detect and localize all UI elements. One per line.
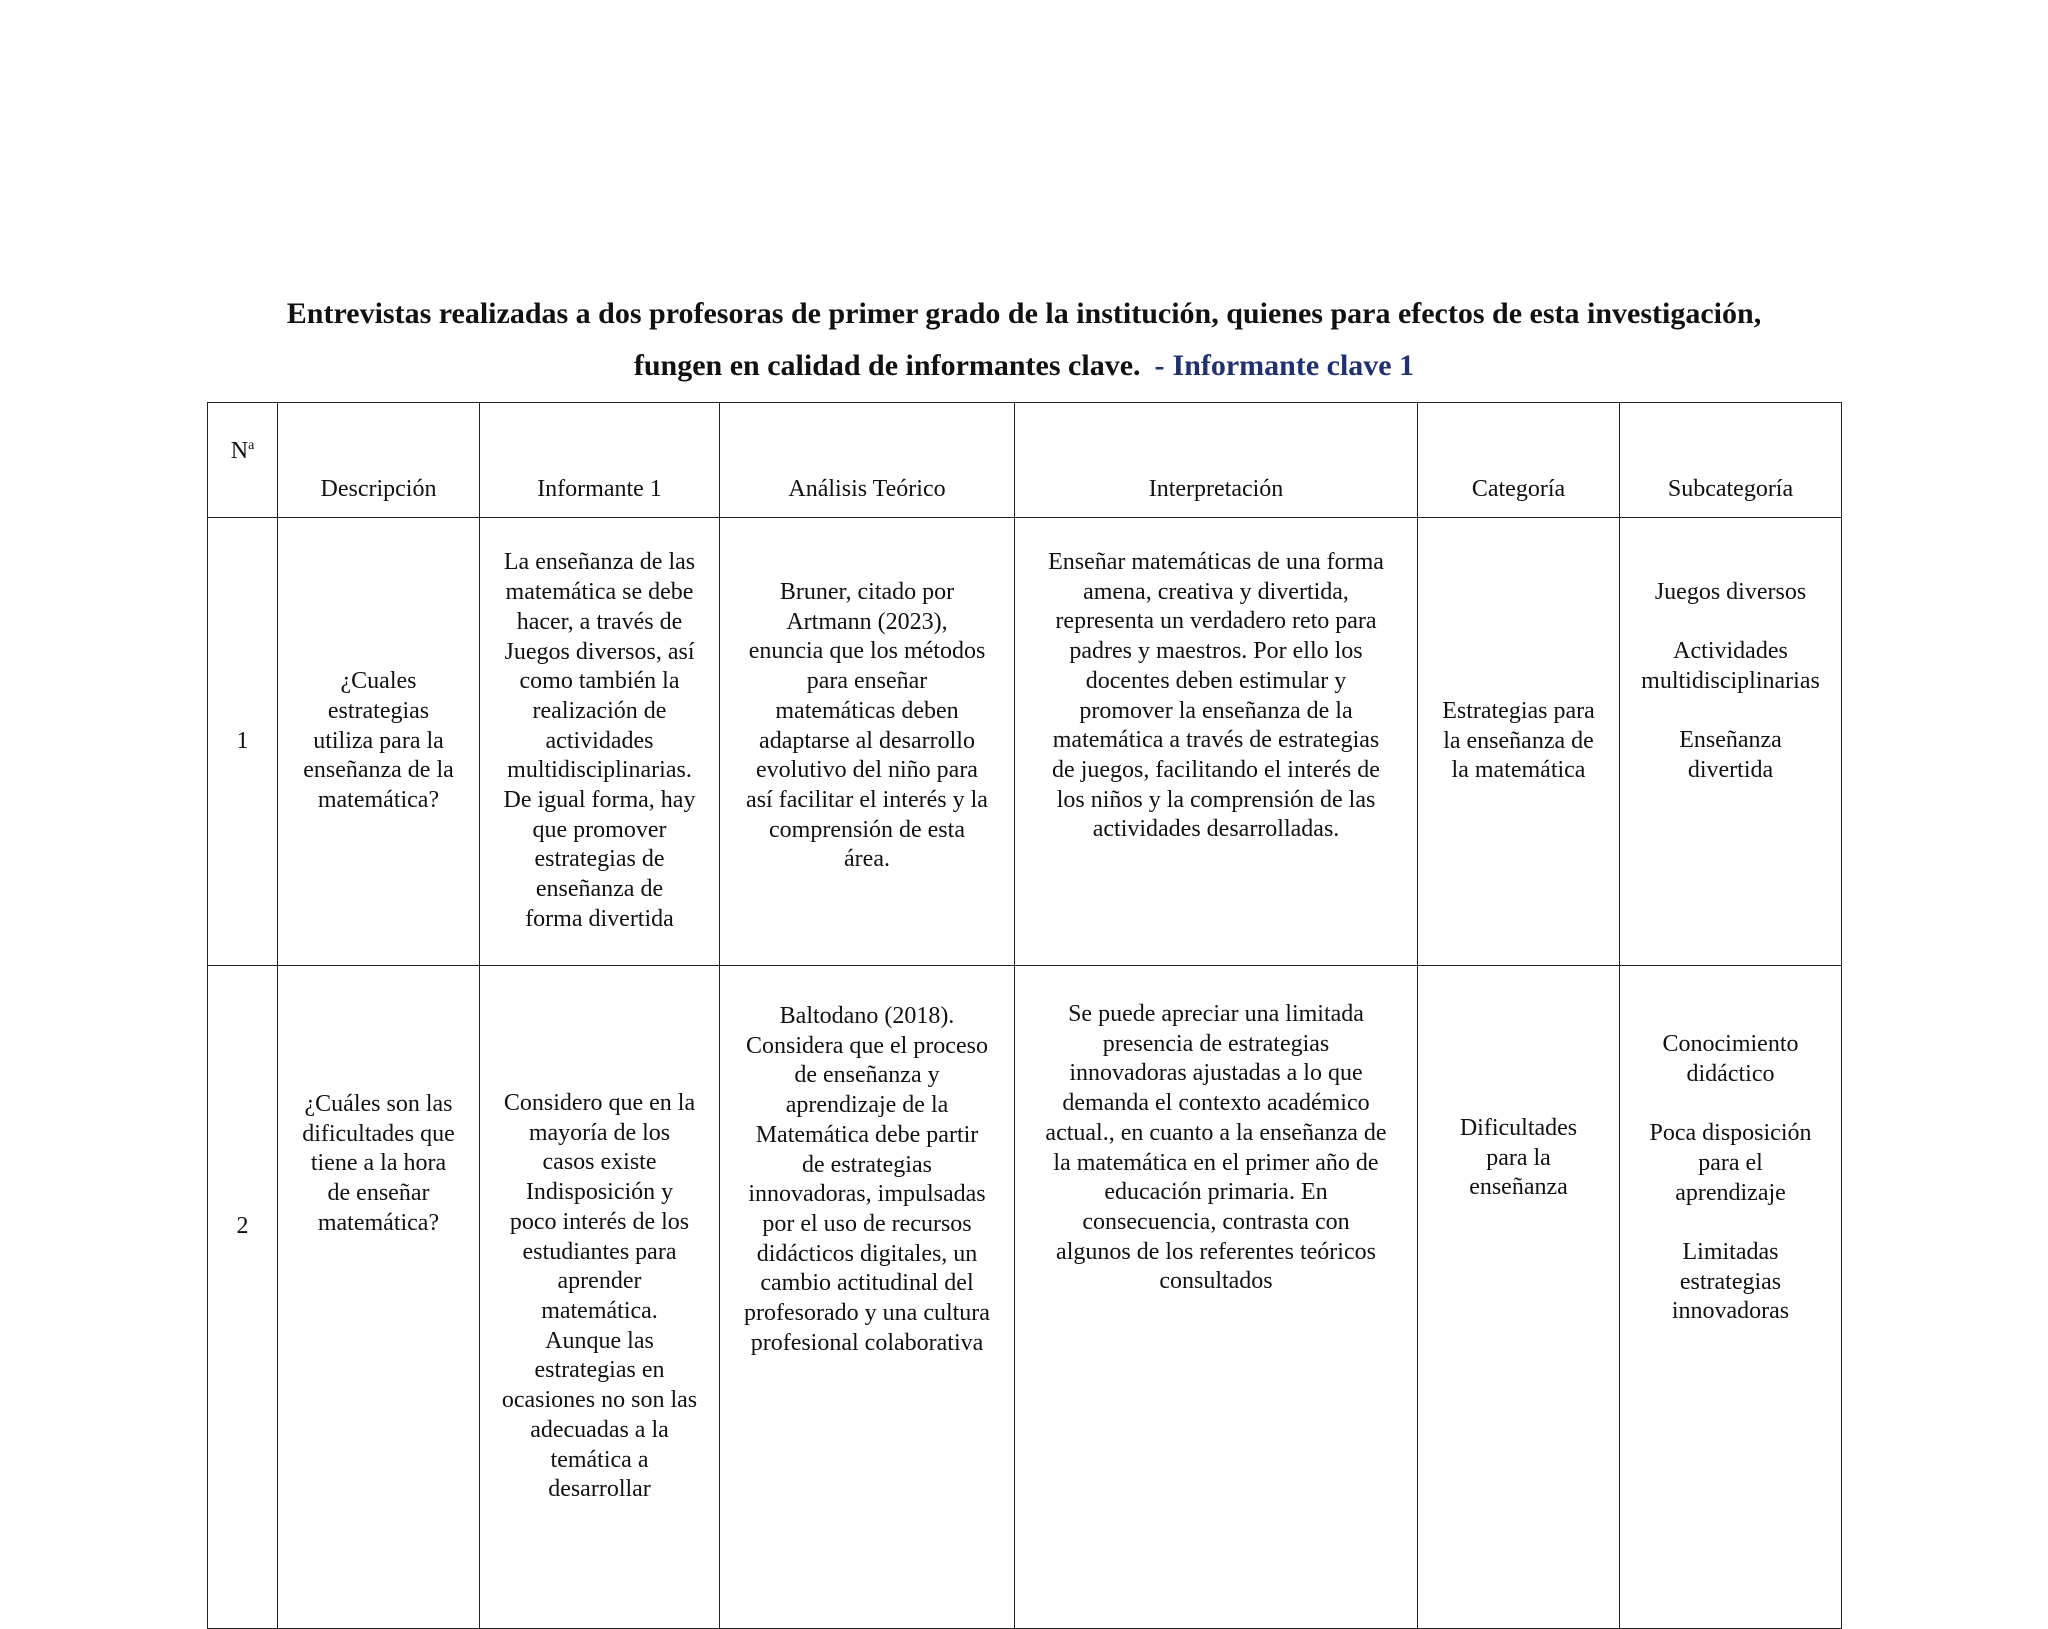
cell-text-line: Se puede apreciar una limitada: [1068, 1001, 1364, 1027]
cell-text-line: para enseñar: [806, 668, 928, 695]
cell-text-line: evolutivo del niño para: [756, 757, 978, 784]
subcategory-item-line: Limitadas: [1682, 1238, 1779, 1265]
row-interpretacion: [1015, 518, 1418, 966]
cell-text-line: cambio actitudinal del: [760, 1270, 974, 1297]
cell-text-line: mayoría de los: [528, 1119, 671, 1146]
cell-text-line: padres y maestros. Por ello los: [1069, 638, 1363, 665]
header-analisis: Análisis Teórico: [720, 403, 1015, 518]
cell-text-line: la matemática en el primer año de: [1053, 1149, 1379, 1176]
cell-text-line: adecuadas a la: [530, 1416, 669, 1443]
document-title-line-1: Entrevistas realizadas a dos profesoras de primer grado de la institución, quienes para efectos de esta investigación,: [286, 297, 1762, 330]
cell-text-line: como también la: [519, 668, 680, 695]
cell-text-line: estrategias: [327, 697, 430, 724]
cell-text-line: promover la enseñanza de la: [1079, 697, 1353, 724]
cell-text-line: Aunque las: [545, 1327, 654, 1354]
header-categoria: Categoría: [1418, 403, 1620, 518]
header-subcategoria: Subcategoría: [1620, 403, 1842, 518]
cell-text-line: la matemática: [1451, 757, 1586, 784]
cell-text-line: matemáticas deben: [775, 697, 959, 724]
subcategory-item-line: aprendizaje: [1675, 1179, 1786, 1206]
cell-text-line: comprensión de esta: [769, 816, 965, 843]
cell-text-line: dificultades que: [302, 1120, 455, 1147]
cell-text-line: por el uso de recursos: [762, 1210, 972, 1237]
subcategory-item-line: estrategias: [1679, 1268, 1782, 1295]
table-header-row: [208, 403, 1842, 518]
cell-text-line: Dificultades: [1459, 1115, 1578, 1141]
row-interpretacion: [1015, 966, 1418, 1629]
row-descripcion: [278, 518, 480, 966]
cell-text-line: realización de: [532, 697, 667, 724]
cell-text-line: Bruner, citado por: [779, 579, 955, 605]
cell-text-line: utiliza para la: [313, 727, 444, 754]
cell-text-line: consultados: [1159, 1268, 1273, 1295]
cell-text-line: Juegos diversos, así: [504, 638, 695, 665]
cell-text-line: adaptarse al desarrollo: [759, 727, 975, 754]
header-number-superscript: a: [248, 438, 255, 453]
cell-text-line: Estrategias para: [1442, 697, 1595, 724]
cell-text-line: la enseñanza de: [1443, 727, 1594, 754]
cell-text-line: enseñanza de: [535, 876, 664, 903]
cell-text-line: ¿Cuales: [340, 668, 417, 695]
cell-text-line: estudiantes para: [522, 1238, 677, 1265]
subcategory-gap: [1626, 608, 1835, 638]
cell-text-line: de juegos, facilitando el interés de: [1052, 756, 1380, 783]
cell-text-line: Considera que el proceso: [746, 1032, 988, 1059]
cell-text-line: de estrategias: [802, 1151, 932, 1178]
cell-text-line: algunos de los referentes teóricos: [1056, 1238, 1376, 1265]
row-analisis: [720, 966, 1015, 1629]
subcategory-item-line: Poca disposición: [1649, 1120, 1812, 1147]
document-title-text: fungen en calidad de informantes clave.: [633, 349, 1141, 382]
cell-text-line: así facilitar el interés y la: [746, 786, 988, 813]
cell-text-line: ocasiones no son las: [501, 1387, 698, 1414]
row-categoria: [1418, 518, 1620, 966]
cell-text-line: que promover: [532, 816, 667, 843]
cell-text-line: Enseñar matemáticas de una forma: [1048, 549, 1384, 575]
row-subcategoria: [1620, 966, 1842, 1629]
header-descripcion: Descripción: [278, 403, 480, 518]
subcategory-gap: [1626, 1089, 1835, 1119]
cell-text-line: aprender: [557, 1268, 642, 1295]
cell-text-line: temática a: [550, 1446, 649, 1473]
header-number-label: N: [230, 438, 249, 464]
subcategory-item-line: didáctico: [1686, 1060, 1775, 1087]
cell-text-line: enseñanza: [1469, 1174, 1568, 1201]
cell-text-line: consecuencia, contrasta con: [1082, 1208, 1350, 1235]
row-informante: [480, 518, 720, 966]
subcategory-item-line: Actividades: [1673, 638, 1788, 665]
subcategory-item-line: multidisciplinarias: [1641, 668, 1820, 695]
cell-text-line: actividades desarrolladas.: [1092, 816, 1340, 843]
cell-text-line: Artmann (2023),: [786, 608, 948, 635]
cell-text-line: matemática se debe: [505, 579, 694, 606]
cell-text-line: didácticos digitales, un: [756, 1240, 978, 1267]
subcategory-item-line: Juegos diversos: [1654, 579, 1807, 605]
cell-text-line: enseñanza de la: [303, 757, 454, 784]
title-separator: -: [1154, 349, 1165, 382]
cell-text-line: actual., en cuanto a la enseñanza de: [1045, 1119, 1387, 1146]
cell-text-line: casos existe: [542, 1149, 657, 1176]
cell-text-line: matemática?: [317, 1209, 440, 1236]
document-title-line-2: [0, 348, 2048, 384]
row-analisis: [720, 518, 1015, 966]
row-number: 1: [208, 518, 278, 966]
cell-text-line: Baltodano (2018).: [779, 1003, 955, 1029]
cell-text-line: representa un verdadero reto para: [1055, 608, 1377, 635]
cell-text-line: enuncia que los métodos: [748, 638, 986, 665]
row-number: 2: [208, 966, 278, 1629]
subcategory-item-line: para el: [1698, 1149, 1763, 1176]
header-interpretacion: Interpretación: [1015, 403, 1418, 518]
cell-text-line: profesorado y una cultura: [744, 1300, 990, 1327]
cell-text-line: aprendizaje de la: [785, 1092, 949, 1119]
subcategory-item-line: Enseñanza: [1679, 727, 1782, 754]
cell-text-line: demanda el contexto académico: [1062, 1090, 1370, 1117]
cell-text-line: de enseñar: [327, 1180, 430, 1207]
cell-text-line: tiene a la hora: [310, 1150, 447, 1177]
cell-text-line: profesional colaborativa: [750, 1329, 984, 1356]
subcategory-item-line: Conocimiento: [1662, 1031, 1799, 1057]
cell-text-line: presencia de estrategias: [1102, 1030, 1330, 1057]
cell-text-line: Matemática debe partir: [755, 1121, 979, 1148]
cell-text-line: docentes deben estimular y: [1085, 667, 1347, 694]
cell-text-line: Considero que en la: [503, 1090, 696, 1117]
cell-text-line: Indisposición y: [525, 1179, 674, 1206]
cell-text-line: desarrollar: [548, 1476, 651, 1503]
cell-text-line: área.: [844, 846, 890, 873]
cell-text-line: multidisciplinarias.: [507, 757, 692, 784]
subcategory-gap: [1626, 1208, 1835, 1238]
cell-text-line: ¿Cuáles son las: [304, 1091, 453, 1117]
cell-text-line: matemática a través de estrategias: [1052, 727, 1380, 754]
subcategory-gap: [1626, 697, 1835, 727]
table-row: [208, 966, 1842, 1629]
cell-text-line: los niños y la comprensión de las: [1056, 786, 1376, 813]
cell-text-line: matemática?: [317, 787, 440, 814]
cell-text-line: hacer, a través de: [516, 608, 683, 635]
cell-text-line: forma divertida: [525, 905, 674, 932]
cell-text-line: estrategias en: [534, 1357, 665, 1384]
cell-text-line: estrategias de: [534, 846, 665, 873]
interview-table: [207, 402, 1842, 1629]
header-number: [208, 403, 278, 518]
subcategory-item-line: innovadoras: [1671, 1298, 1790, 1325]
row-descripcion: [278, 966, 480, 1629]
cell-text-line: innovadoras, impulsadas: [748, 1181, 986, 1208]
cell-text-line: educación primaria. En: [1104, 1179, 1328, 1206]
cell-text-line: amena, creativa y divertida,: [1083, 578, 1349, 605]
header-informante: Informante 1: [480, 403, 720, 518]
cell-text-line: La enseñanza de las: [503, 549, 696, 576]
title-accent-informante: Informante clave 1: [1172, 349, 1415, 382]
cell-text-line: actividades: [545, 727, 654, 754]
cell-text-line: matemática.: [541, 1298, 658, 1324]
cell-text-line: poco interés de los: [509, 1208, 690, 1235]
row-informante: [480, 966, 720, 1629]
row-categoria: [1418, 966, 1620, 1629]
subcategory-item-line: divertida: [1687, 757, 1774, 784]
cell-text-line: innovadoras ajustadas a lo que: [1069, 1060, 1363, 1087]
cell-text-line: para la: [1486, 1144, 1551, 1171]
cell-text-line: De igual forma, hay: [503, 787, 696, 814]
cell-text-line: de enseñanza y: [794, 1062, 940, 1089]
table-row: [208, 518, 1842, 966]
row-subcategoria: [1620, 518, 1842, 966]
